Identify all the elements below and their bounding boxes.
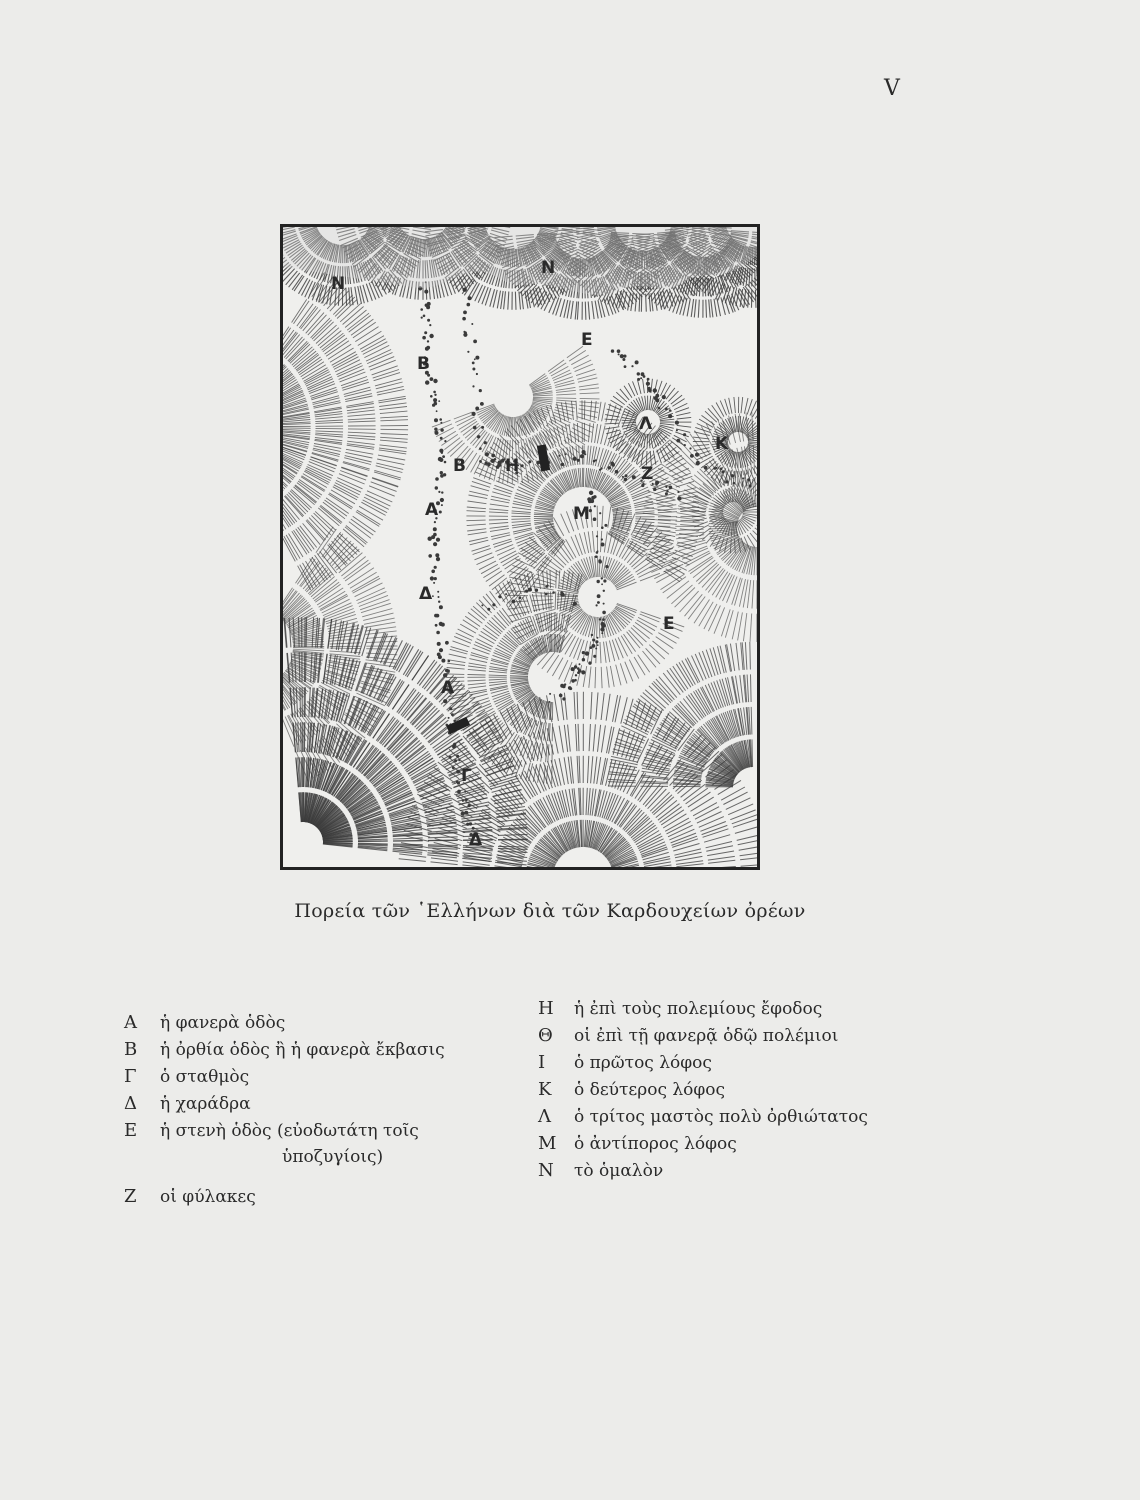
legend-item (124, 1012, 524, 1039)
legend-key: Η (538, 998, 554, 1019)
legend-key: Α (124, 1012, 137, 1033)
legend-item (538, 1133, 998, 1160)
legend-item (538, 1079, 998, 1106)
legend-item (124, 1093, 524, 1120)
map-label-a: Α (425, 500, 439, 520)
legend-text: οἱ ἐπὶ τῇ φανερᾷ ὁδῷ πολέμιοι (574, 1026, 839, 1046)
legend-text: ὁ σταθμὸς (160, 1067, 250, 1087)
legend-left (124, 1012, 524, 1213)
legend-item (124, 1066, 524, 1093)
legend-key: Ζ (124, 1186, 137, 1207)
legend-text: ἡ ἐπὶ τοὺς πολεμίους ἔφοδος (574, 999, 823, 1019)
map-label-b: B (417, 354, 430, 374)
legend-item (124, 1120, 524, 1147)
map-label-d: Δ (469, 830, 483, 850)
legend-item (124, 1039, 524, 1066)
legend-item (538, 1052, 998, 1079)
map-label-b: Β (453, 456, 466, 476)
legend-key: Β (124, 1039, 138, 1060)
legend-item (124, 1186, 524, 1213)
map-label-a: Α (441, 678, 455, 698)
legend-key: Ν (538, 1160, 554, 1181)
legend-item (538, 998, 998, 1025)
terrain-map (283, 227, 757, 867)
legend-text: ἡ χαράδρα (160, 1094, 251, 1114)
map-figure (280, 224, 760, 870)
legend-text: ὁ τρίτος μαστὸς πολὺ ὀρθιώτατος (574, 1107, 868, 1127)
map-label-d: Δ (419, 584, 433, 604)
map-label-k: Κ (715, 434, 729, 454)
map-label-g: Γ (461, 766, 472, 786)
hachure-terrain (283, 227, 757, 867)
legend-key: Κ (538, 1079, 552, 1100)
legend-key: Ε (124, 1120, 138, 1141)
map-label-e: Ε (581, 330, 593, 350)
legend-continuation: ὑποζυγίοις) (282, 1147, 384, 1167)
legend-text: τὸ ὁμαλὸν (574, 1161, 664, 1181)
legend-right (538, 998, 998, 1187)
legend-key: Θ (538, 1025, 553, 1046)
legend-item (538, 1106, 998, 1133)
legend-item (538, 1160, 998, 1187)
page-number: V (884, 76, 901, 101)
map-label-n: N (331, 274, 346, 294)
legend-text: ὁ ἀντίπορος λόφος (574, 1134, 737, 1154)
map-label-e: Ε (663, 614, 675, 634)
legend-text: ἡ ὀρθία ὁδὸς ἢ ἡ φανερὰ ἔκβασις (160, 1040, 445, 1060)
legend-key: Δ (124, 1093, 137, 1114)
map-label-m: Μ (573, 504, 590, 524)
map-label-n: N (541, 258, 556, 278)
legend-text: ἡ στενὴ ὁδὸς (εὐοδωτάτη τοῖς (160, 1121, 419, 1141)
legend-text: οἱ φύλακες (160, 1187, 256, 1207)
legend-key: Λ (538, 1106, 551, 1127)
legend-text: ὁ δεύτερος λόφος (574, 1080, 726, 1100)
map-label-z: Ζ (641, 464, 654, 484)
map-label-h: Η (505, 456, 520, 476)
map-caption: Πορεία τῶν ῾Ελλήνων διὰ τῶν Καρδουχείων ὀρέων (294, 900, 806, 922)
legend-item (538, 1025, 998, 1052)
legend-text: ὁ πρῶτος λόφος (574, 1053, 712, 1073)
legend-text: ἡ φανερὰ ὁδὸς (160, 1013, 286, 1033)
legend-key: Μ (538, 1133, 557, 1154)
legend-key: Γ (124, 1066, 137, 1087)
legend-key: Ι (538, 1052, 546, 1073)
map-label-l: Λ (639, 414, 653, 434)
